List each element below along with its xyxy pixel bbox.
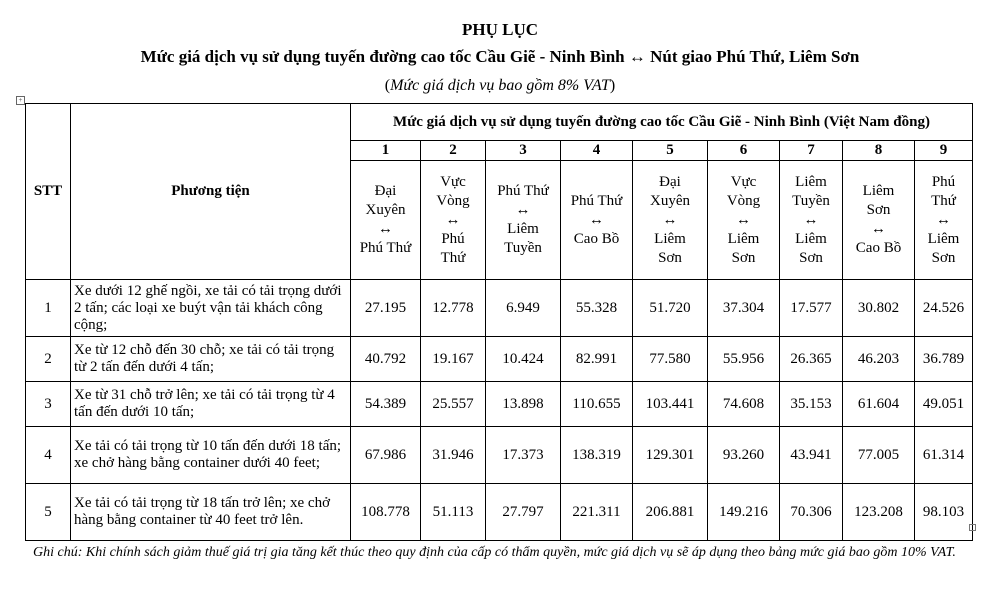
footnote: Ghi chú: Khi chính sách giảm thuế giá trị gia tăng kết thúc theo quy định của cấp có thẩm quyền, mức giá dịch vụ sẽ áp dụng theo bảng mức giá bao gồm 10% VAT. bbox=[33, 545, 956, 560]
price-cell: 103.441 bbox=[633, 382, 708, 427]
fee-table bbox=[25, 103, 973, 541]
price-group-header: Mức giá dịch vụ sử dụng tuyến đường cao tốc Cầu Giẽ - Ninh Bình (Việt Nam đồng) bbox=[351, 104, 973, 141]
route-line: Xuyên bbox=[650, 192, 690, 209]
price-cell: 40.792 bbox=[351, 337, 421, 382]
route-line: ↔ bbox=[871, 221, 886, 237]
row-stt: 2 bbox=[26, 337, 71, 382]
column-number: 8 bbox=[843, 141, 915, 161]
route-line: Liêm bbox=[862, 183, 895, 199]
price-cell: 221.311 bbox=[561, 484, 633, 541]
route-line: Cao Bồ bbox=[855, 240, 902, 256]
price-cell: 138.319 bbox=[561, 427, 633, 484]
vat-note bbox=[0, 77, 1000, 95]
price-cell: 37.304 bbox=[708, 280, 780, 337]
route-line: Phú Thứ bbox=[359, 240, 412, 256]
price-cell: 70.306 bbox=[780, 484, 843, 541]
route-header bbox=[633, 161, 708, 280]
route-line: Phú bbox=[931, 173, 956, 190]
column-number: 4 bbox=[561, 141, 633, 161]
price-cell: 54.389 bbox=[351, 382, 421, 427]
table-row bbox=[26, 382, 973, 427]
price-cell: 74.608 bbox=[708, 382, 780, 427]
route-line: Tuyền bbox=[792, 192, 830, 209]
row-stt: 1 bbox=[26, 280, 71, 337]
price-cell: 206.881 bbox=[633, 484, 708, 541]
route-line: ↔ bbox=[736, 211, 751, 228]
route-line: Liêm bbox=[654, 230, 686, 247]
document-subtitle: Mức giá dịch vụ sử dụng tuyến đường cao tốc Cầu Giẽ - Ninh Bình ↔ Nút giao Phú Thứ, Liêm Sơn bbox=[140, 47, 860, 66]
price-cell: 77.580 bbox=[633, 337, 708, 382]
price-cell: 31.946 bbox=[421, 427, 486, 484]
end-of-cell-mark bbox=[969, 524, 976, 531]
price-cell: 17.373 bbox=[486, 427, 561, 484]
table-row bbox=[26, 427, 973, 484]
route-header bbox=[351, 161, 421, 280]
price-cell: 24.526 bbox=[915, 280, 973, 337]
price-cell: 6.949 bbox=[486, 280, 561, 337]
vehicle-description: Xe dưới 12 ghế ngồi, xe tải có tải trọng dưới 2 tấn; các loại xe buýt vận tải khách công cộng; bbox=[71, 280, 351, 337]
route-line: Liêm bbox=[795, 230, 827, 247]
page-title: PHỤ LỤC bbox=[461, 20, 539, 39]
column-number: 9 bbox=[915, 141, 973, 161]
route-line: Phú Thứ bbox=[497, 183, 549, 199]
price-cell: 55.328 bbox=[561, 280, 633, 337]
route-line: Vực bbox=[730, 173, 757, 190]
vehicle-description: Xe tải có tải trọng từ 10 tấn đến dưới 18 tấn; xe chở hàng bằng container dưới 40 feet; bbox=[71, 427, 351, 484]
price-cell: 110.655 bbox=[561, 382, 633, 427]
price-cell: 49.051 bbox=[915, 382, 973, 427]
price-cell: 46.203 bbox=[843, 337, 915, 382]
price-cell: 43.941 bbox=[780, 427, 843, 484]
row-stt: 5 bbox=[26, 484, 71, 541]
price-cell: 129.301 bbox=[633, 427, 708, 484]
price-cell: 93.260 bbox=[708, 427, 780, 484]
route-line: Thứ bbox=[440, 249, 466, 266]
column-number: 6 bbox=[708, 141, 780, 161]
price-cell: 13.898 bbox=[486, 382, 561, 427]
route-line: Vực bbox=[440, 173, 466, 190]
route-line: Liêm bbox=[507, 221, 539, 237]
route-line: Đại bbox=[659, 173, 681, 190]
vehicle-description: Xe từ 12 chỗ đến 30 chỗ; xe tải có tải trọng từ 2 tấn đến dưới 4 tấn; bbox=[71, 337, 351, 382]
table-row bbox=[26, 280, 973, 337]
price-cell: 51.720 bbox=[633, 280, 708, 337]
price-cell: 17.577 bbox=[780, 280, 843, 337]
route-header bbox=[561, 161, 633, 280]
route-line: ↔ bbox=[936, 211, 951, 228]
route-line: Xuyên bbox=[365, 202, 406, 218]
column-number: 5 bbox=[633, 141, 708, 161]
price-cell: 61.314 bbox=[915, 427, 973, 484]
route-line: Vòng bbox=[436, 192, 470, 209]
price-cell: 51.113 bbox=[421, 484, 486, 541]
route-line: Liêm bbox=[927, 230, 960, 247]
price-cell: 108.778 bbox=[351, 484, 421, 541]
route-line: Sơn bbox=[799, 249, 823, 266]
column-number: 2 bbox=[421, 141, 486, 161]
route-header bbox=[708, 161, 780, 280]
route-header bbox=[486, 161, 561, 280]
price-cell: 26.365 bbox=[780, 337, 843, 382]
route-header bbox=[780, 161, 843, 280]
price-cell: 61.604 bbox=[843, 382, 915, 427]
route-line: Sơn bbox=[731, 249, 756, 266]
route-line: Thứ bbox=[931, 192, 956, 209]
route-line: Tuyền bbox=[504, 240, 542, 256]
price-cell: 12.778 bbox=[421, 280, 486, 337]
price-cell: 123.208 bbox=[843, 484, 915, 541]
route-line: Liêm bbox=[727, 230, 760, 247]
stt-header: STT bbox=[26, 104, 71, 280]
route-line: Vòng bbox=[726, 192, 761, 209]
price-cell: 77.005 bbox=[843, 427, 915, 484]
vehicle-description: Xe từ 31 chỗ trở lên; xe tải có tải trọng từ 4 tấn đến dưới 10 tấn; bbox=[71, 382, 351, 427]
route-line: ↔ bbox=[378, 221, 393, 237]
price-cell: 30.802 bbox=[843, 280, 915, 337]
route-header bbox=[421, 161, 486, 280]
route-line: Đại bbox=[374, 183, 397, 199]
price-cell: 27.797 bbox=[486, 484, 561, 541]
price-cell: 35.153 bbox=[780, 382, 843, 427]
vat-note-open: ( bbox=[384, 77, 391, 94]
price-cell: 25.557 bbox=[421, 382, 486, 427]
route-line: ↔ bbox=[803, 211, 819, 228]
route-line: Phú bbox=[441, 230, 465, 247]
route-line: Sơn bbox=[866, 202, 891, 218]
table-row bbox=[26, 484, 973, 541]
vat-note-close: ) bbox=[609, 77, 616, 94]
price-cell: 98.103 bbox=[915, 484, 973, 541]
vat-note-text: Mức giá dịch vụ bao gồm 8% VAT bbox=[390, 77, 610, 94]
price-cell: 19.167 bbox=[421, 337, 486, 382]
price-cell: 36.789 bbox=[915, 337, 973, 382]
table-move-handle-icon[interactable]: + bbox=[16, 96, 25, 105]
price-cell: 67.986 bbox=[351, 427, 421, 484]
vehicle-description: Xe tải có tải trọng từ 18 tấn trở lên; xe chở hàng bằng container từ 40 feet trở lên. bbox=[71, 484, 351, 541]
route-line: ↔ bbox=[515, 202, 531, 218]
route-line: ↔ bbox=[589, 211, 604, 228]
vehicle-header: Phương tiện bbox=[71, 104, 351, 280]
column-number: 3 bbox=[486, 141, 561, 161]
price-cell: 10.424 bbox=[486, 337, 561, 382]
table-row bbox=[26, 337, 973, 382]
column-number: 1 bbox=[351, 141, 421, 161]
route-line: Sơn bbox=[931, 249, 956, 266]
row-stt: 3 bbox=[26, 382, 71, 427]
route-line: ↔ bbox=[445, 211, 461, 228]
route-line: Phú Thứ bbox=[570, 192, 623, 209]
column-number: 7 bbox=[780, 141, 843, 161]
route-line: Cao Bồ bbox=[573, 230, 620, 247]
route-line: ↔ bbox=[662, 211, 678, 228]
price-cell: 82.991 bbox=[561, 337, 633, 382]
row-stt: 4 bbox=[26, 427, 71, 484]
price-cell: 55.956 bbox=[708, 337, 780, 382]
price-cell: 27.195 bbox=[351, 280, 421, 337]
route-header bbox=[915, 161, 973, 280]
route-line: Liêm bbox=[795, 173, 827, 190]
route-line: Sơn bbox=[658, 249, 682, 266]
price-cell: 149.216 bbox=[708, 484, 780, 541]
route-header bbox=[843, 161, 915, 280]
